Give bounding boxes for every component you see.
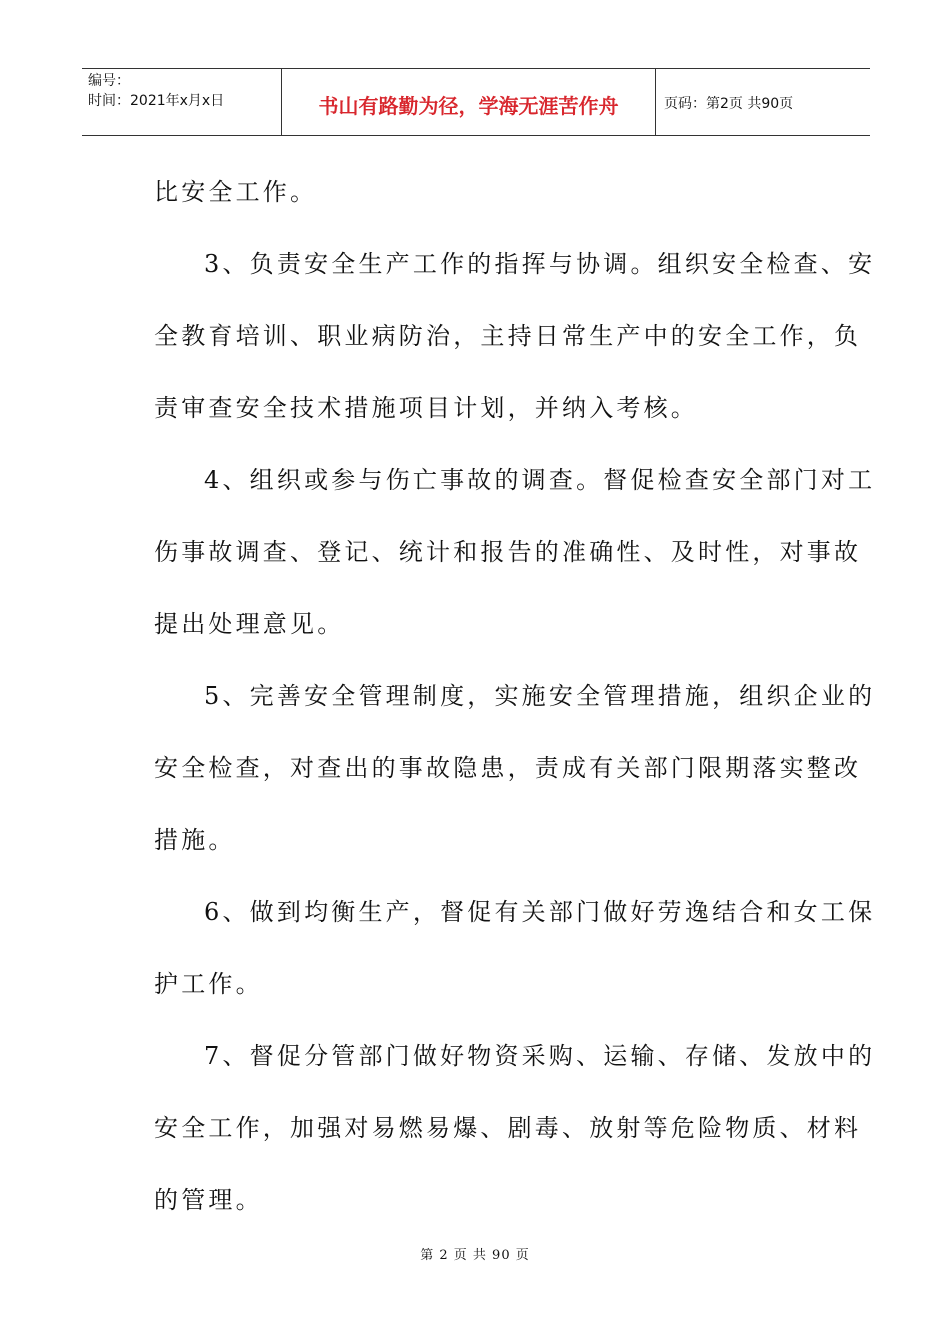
- header-motto: 书山有路勤为径，学海无涯苦作舟: [282, 69, 656, 135]
- body-line: 全教育培训、职业病防治，主持日常生产中的安全工作，负: [154, 322, 862, 350]
- body-line: 的管理。: [154, 1186, 263, 1214]
- header-meta: [82, 69, 282, 135]
- document-date: 时间：2021年x月x日: [88, 93, 225, 109]
- body-line: 7、督促分管部门做好物资采购、运输、存储、发放中的: [204, 1042, 876, 1070]
- body-line: 比安全工作。: [154, 178, 318, 206]
- document-body: [154, 156, 876, 1236]
- page-header: [82, 68, 870, 136]
- body-line: 4、组织或参与伤亡事故的调查。督促检查安全部门对工: [204, 466, 876, 494]
- body-line: 责审查安全技术措施项目计划，并纳入考核。: [154, 394, 698, 422]
- document-number-label: 编号：: [88, 73, 130, 89]
- body-line: 6、做到均衡生产，督促有关部门做好劳逸结合和女工保: [204, 898, 876, 926]
- header-page-code: 页码：第2页 共90页: [664, 96, 794, 112]
- body-line: 安全工作，加强对易燃易爆、剧毒、放射等危险物质、材料: [154, 1114, 862, 1142]
- body-line: 护工作。: [154, 970, 263, 998]
- body-line: 提出处理意见。: [154, 610, 345, 638]
- body-line: 安全检查，对查出的事故隐患，责成有关部门限期落实整改: [154, 754, 862, 782]
- body-line: 5、完善安全管理制度，实施安全管理措施，组织企业的: [204, 682, 876, 710]
- body-line: 伤事故调查、登记、统计和报告的准确性、及时性，对事故: [154, 538, 862, 566]
- page-footer: 第 2 页 共 90 页: [420, 1248, 530, 1263]
- body-line: 3、负责安全生产工作的指挥与协调。组织安全检查、安: [204, 250, 876, 278]
- body-line: 措施。: [154, 826, 236, 854]
